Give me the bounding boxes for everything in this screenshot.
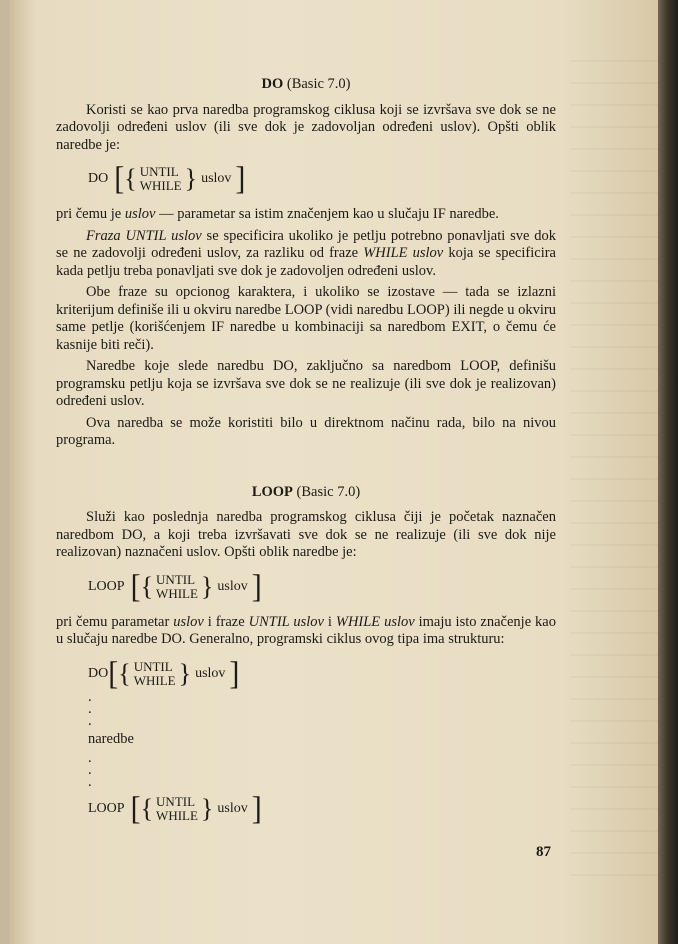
do-paragraph-1: Koristi se kao prva naredba programskog ciklusa koji se izvršava sve dok se ne zadovolji određeni uslov (ili sve dok je zadovoljan određeni uslov). Opšti oblik naredbe je: xyxy=(56,101,556,153)
do-paragraph-5: Naredbe koje slede naredbu DO, zaključno sa naredbom LOOP, definišu programsku petlju koja se izvršava sve dok se ne realizuje (ili sve dok je realizovan) određeni uslov. xyxy=(56,358,556,409)
do-paragraph-6: Ova naredba se može koristiti bilo u direktnom načinu rada, bilo na nivou programa. xyxy=(56,414,556,448)
loop-heading xyxy=(56,484,556,502)
text-run: i xyxy=(323,613,336,630)
close-square-bracket: ] xyxy=(251,790,262,827)
loop-heading-keyword: LOOP xyxy=(251,483,293,500)
text-run: imaju isto značenje kao u slučaju naredbe DO. Generalno, programski ciklus ovog tipa ima strukturu: xyxy=(56,613,556,647)
text-run: — parametar sa istim značenjem kao u slučaju IF naredbe. xyxy=(155,206,499,222)
close-curly-brace: } xyxy=(200,794,214,823)
close-square-bracket: ] xyxy=(229,654,240,692)
text-run: se specificira ukoliko je petlju potrebno ponavljati sve dok se ne zadovolji određeni uslov, za razliku od fraze xyxy=(56,227,556,261)
open-curly-brace: { xyxy=(140,571,154,601)
open-square-bracket: [ xyxy=(130,790,141,827)
do-paragraph-3 xyxy=(56,228,556,281)
italic-term: Fraza UNTIL uslov xyxy=(86,227,202,244)
loop-syntax-keyword: LOOP xyxy=(88,578,125,594)
do-syntax-keyword: DO xyxy=(88,171,109,187)
italic-term: UNTIL uslov xyxy=(248,613,324,630)
open-square-bracket: [ xyxy=(114,160,125,197)
struct-body: naredbe xyxy=(88,730,134,747)
syntax-arg: uslov xyxy=(201,171,232,187)
text-run: koja se specificira kada petlju treba ponavljati sve dok je zadovoljen određeni uslov. xyxy=(56,245,556,279)
open-curly-brace: { xyxy=(118,658,131,688)
do-heading-suffix: (Basic 7.0) xyxy=(283,76,351,92)
struct-do-keyword: DO xyxy=(88,665,109,681)
ellipsis-dots-top: . . . xyxy=(88,688,92,729)
option-while: WHILE xyxy=(156,585,198,601)
bleed-through-text xyxy=(570,60,665,880)
option-while: WHILE xyxy=(133,672,176,688)
italic-term: uslov xyxy=(173,613,204,630)
do-heading xyxy=(56,76,556,94)
loop-paragraph-2 xyxy=(56,614,556,649)
loop-paragraph-1: Služi kao poslednja naredba programskog ciklusa čiji je početak naznačen naredbom DO, a koji treba izvršavati sve dok se ne realizuje (ili sve dok nije realizovan) naznačeni uslov. Opšti oblik naredbe je: xyxy=(56,509,556,560)
do-syntax-options xyxy=(140,165,182,193)
option-until: UNTIL xyxy=(156,571,196,587)
do-syntax xyxy=(88,160,556,197)
struct-loop-keyword: LOOP xyxy=(88,801,125,817)
open-square-bracket: [ xyxy=(130,567,141,605)
struct-loop-options xyxy=(156,795,198,823)
page-content xyxy=(56,76,557,827)
open-curly-brace: { xyxy=(124,164,137,193)
syntax-arg: uslov xyxy=(217,801,248,817)
do-paragraph-4: Obe fraze su opcionog karaktera, i ukoliko se izostave — tada se izlazni kriterijum definiše ili u okviru naredbe LOOP (vidi naredbu LOOP) ili negde u okviru same petlje (korišćenjem IF naredbe u kombinaciji sa naredbom EXIT, o čemu će kasnije biti reči). xyxy=(56,284,557,353)
syntax-arg: uslov xyxy=(217,578,248,594)
option-while: WHILE xyxy=(156,808,198,823)
text-run: i fraze xyxy=(203,613,249,630)
text-run: pri čemu parametar xyxy=(56,613,174,630)
option-until: UNTIL xyxy=(156,794,196,809)
option-until: UNTIL xyxy=(133,658,173,674)
close-curly-brace: } xyxy=(200,571,214,601)
struct-do-options xyxy=(134,660,176,688)
close-square-bracket: ] xyxy=(251,567,262,605)
option-while: WHILE xyxy=(139,178,182,193)
struct-loop-line xyxy=(88,790,556,827)
struct-do-line xyxy=(88,654,556,692)
syntax-arg: uslov xyxy=(195,665,226,681)
ellipsis-dots-bottom: . . . xyxy=(88,750,92,790)
option-until: UNTIL xyxy=(139,164,179,179)
italic-term: WHILE uslov xyxy=(335,613,415,630)
close-square-bracket: ] xyxy=(235,160,246,197)
open-square-bracket: [ xyxy=(108,654,119,692)
loop-heading-suffix: (Basic 7.0) xyxy=(292,483,361,500)
page-number: 87 xyxy=(536,844,551,860)
close-curly-brace: } xyxy=(184,164,198,193)
do-paragraph-2 xyxy=(56,206,556,224)
loop-syntax xyxy=(88,567,556,605)
close-curly-brace: } xyxy=(178,658,192,688)
text-run: pri čemu je xyxy=(56,206,125,222)
do-heading-keyword: DO xyxy=(261,76,284,92)
book-spine xyxy=(658,0,678,944)
italic-term: WHILE uslov xyxy=(363,245,444,261)
open-curly-brace: { xyxy=(140,794,154,823)
loop-syntax-options xyxy=(156,573,198,601)
italic-term: uslov xyxy=(124,206,156,222)
